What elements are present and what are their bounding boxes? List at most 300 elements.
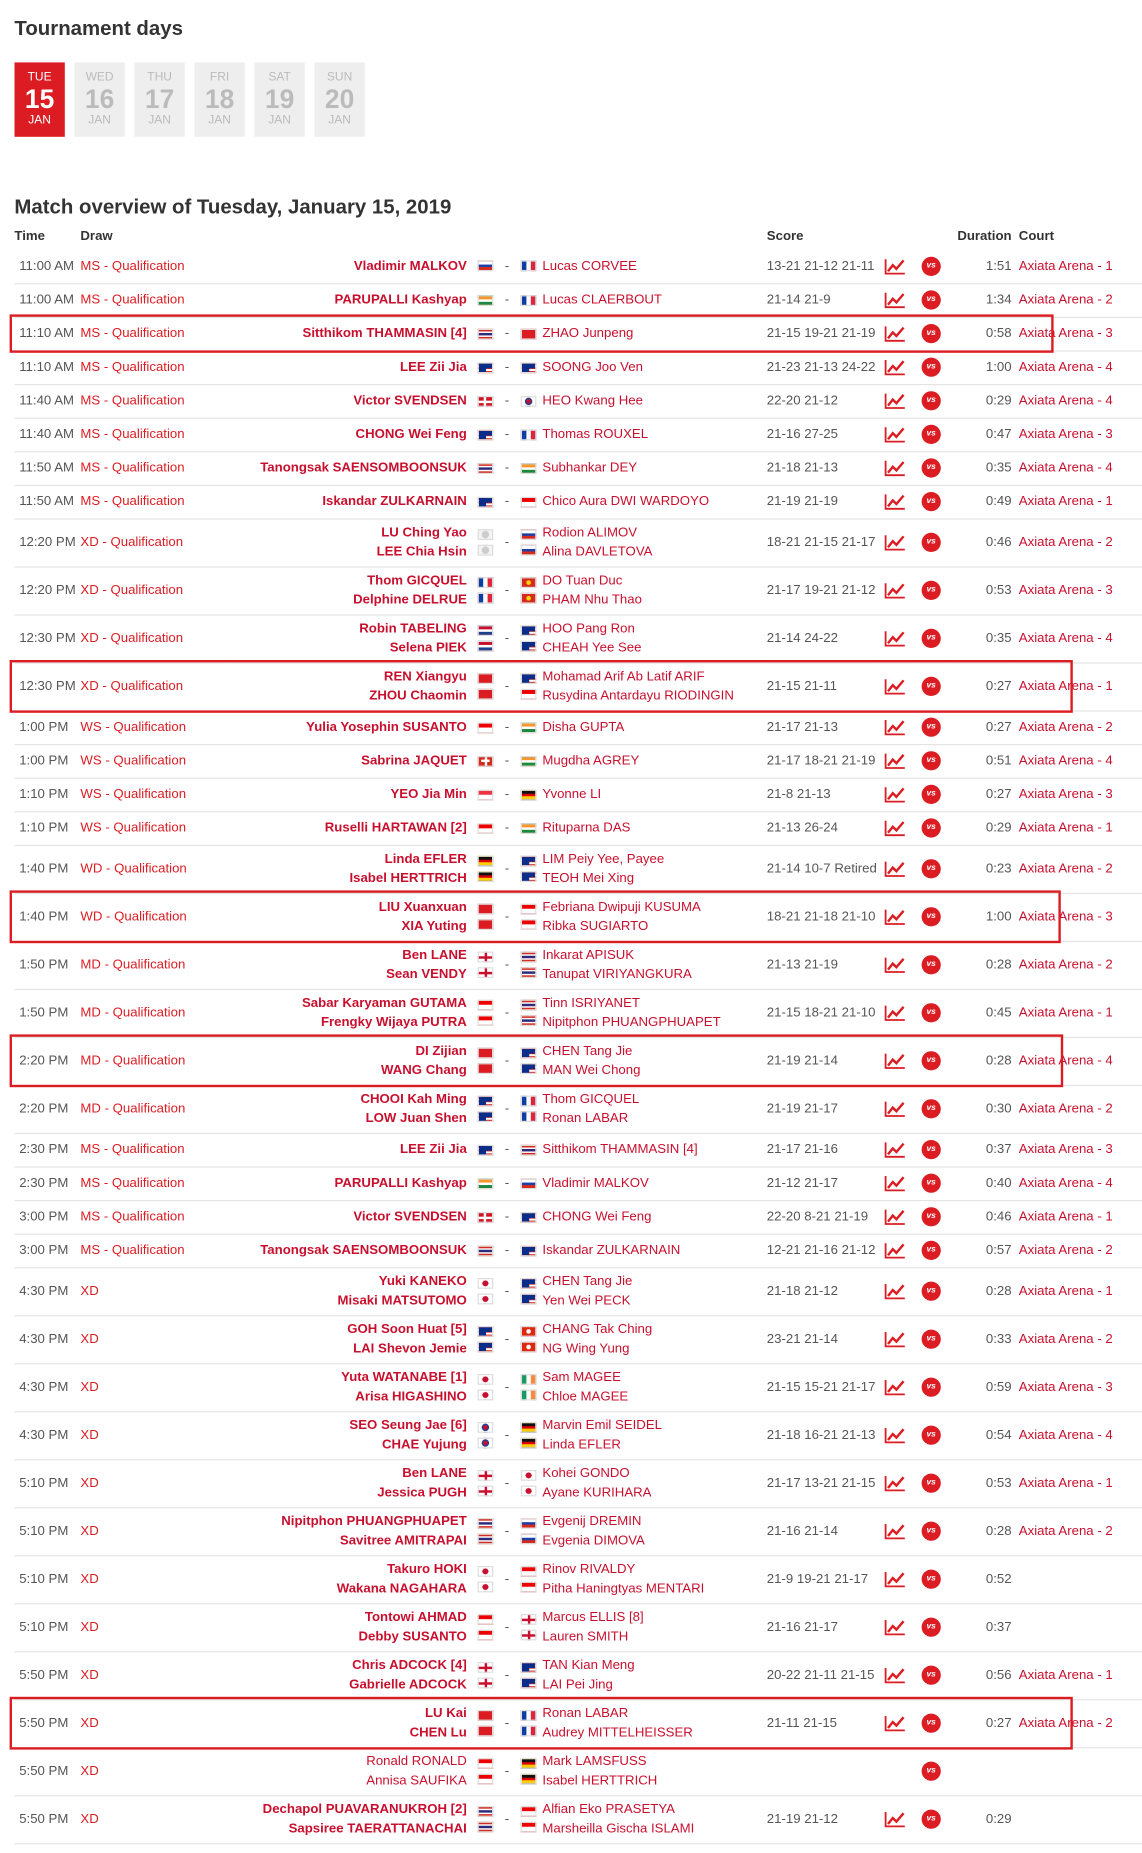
player-link[interactable]: LU Kai [424, 1706, 467, 1721]
player-link[interactable]: Dechapol PUAVARANUKROH [2] [262, 1802, 467, 1817]
player-link[interactable]: CHONG Wei Feng [355, 427, 467, 442]
player-link[interactable]: LAI Shevon Jemie [353, 1341, 467, 1356]
vs-icon[interactable]: vs [922, 581, 941, 600]
vs-icon[interactable]: vs [922, 1570, 941, 1589]
match-draw-link[interactable]: XD [80, 1603, 224, 1651]
match-court[interactable]: Axiata Arena - 3 [1015, 893, 1142, 941]
match-court[interactable]: Axiata Arena - 2 [1015, 1699, 1142, 1747]
vs-icon[interactable]: vs [922, 1003, 941, 1022]
match-draw-link[interactable]: MD - Qualification [80, 1037, 224, 1085]
player-link[interactable]: Isabel HERTTRICH [542, 1773, 658, 1789]
player-link[interactable]: Robin TABELING [359, 621, 467, 636]
stats-chart-icon[interactable] [884, 493, 906, 510]
player-link[interactable]: YEO Jia Min [390, 787, 467, 802]
player-link[interactable]: REN Xiangyu [383, 669, 467, 684]
player-link[interactable]: Subhankar DEY [542, 460, 638, 476]
player-link[interactable]: PARUPALLI Kashyap [334, 1176, 467, 1191]
stats-chart-icon[interactable] [884, 534, 906, 551]
match-court[interactable]: Axiata Arena - 1 [1015, 662, 1142, 710]
day-button-17[interactable] [134, 62, 184, 136]
vs-icon[interactable]: vs [922, 257, 941, 276]
player-link[interactable]: Debby SUSANTO [358, 1629, 467, 1645]
player-link[interactable]: Thom GICQUEL [367, 573, 467, 588]
player-link[interactable]: Alfian Eko PRASETYA [542, 1802, 675, 1817]
stats-chart-icon[interactable] [884, 1667, 906, 1684]
match-draw-link[interactable]: MS - Qualification [80, 1234, 224, 1268]
match-court[interactable]: Axiata Arena - 2 [1015, 1315, 1142, 1363]
team1 [224, 778, 471, 812]
match-court[interactable]: Axiata Arena - 2 [1015, 518, 1142, 566]
player-link[interactable]: Ben LANE [402, 948, 467, 963]
stats-chart-icon[interactable] [884, 956, 906, 973]
player-link[interactable]: Ronan LABAR [542, 1706, 629, 1721]
flag-icon [521, 1518, 537, 1529]
player-link[interactable]: TEOH Mei Xing [542, 871, 635, 886]
player-link[interactable]: NG Wing Yung [542, 1341, 630, 1356]
player-link[interactable]: Mohamad Arif Ab Latif ARIF [542, 669, 705, 684]
stats-chart-icon[interactable] [884, 719, 906, 736]
match-draw-link[interactable]: MS - Qualification [80, 485, 224, 519]
match-court[interactable]: Axiata Arena - 4 [1015, 1166, 1142, 1200]
player-link[interactable]: Marvin Emil SEIDEL [542, 1418, 662, 1433]
stats-chart-icon[interactable] [884, 582, 906, 599]
stats-chart-icon[interactable] [884, 786, 906, 803]
day-button-19[interactable] [254, 62, 304, 136]
player-link[interactable]: Lucas CLAERBOUT [542, 292, 662, 308]
player-link[interactable]: Rinov RIVALDY [542, 1562, 636, 1577]
player-link[interactable]: Ayane KURIHARA [542, 1485, 652, 1500]
player-link[interactable]: Linda EFLER [384, 852, 467, 867]
player-link[interactable]: LIM Peiy Yee, Payee [542, 852, 665, 867]
match-court[interactable]: Axiata Arena - 2 [1015, 710, 1142, 744]
player-link[interactable]: LEE Zii Jia [400, 360, 467, 375]
match-court[interactable] [1015, 1747, 1142, 1795]
player-link[interactable]: Vladimir MALKOV [542, 1176, 649, 1191]
player-link[interactable]: Thomas ROUXEL [542, 427, 649, 442]
vs-icon[interactable]: vs [922, 1282, 941, 1301]
player-link[interactable]: Sam MAGEE [542, 1370, 621, 1385]
player-link[interactable]: Sabar Karyaman GUTAMA [301, 996, 467, 1011]
match-draw-link[interactable]: MS - Qualification [80, 1200, 224, 1234]
player-link[interactable]: Rituparna DAS [542, 820, 631, 836]
stats-chart-icon[interactable] [884, 1475, 906, 1492]
match-draw-link[interactable]: WS - Qualification [80, 778, 224, 812]
flag-icon [521, 1806, 537, 1817]
team2-flags [515, 614, 543, 662]
day-button-15[interactable] [14, 62, 64, 136]
stats-chart-icon[interactable] [884, 460, 906, 477]
vs-icon[interactable]: vs [922, 785, 941, 804]
player-link[interactable]: ZHAO Junpeng [542, 326, 634, 341]
match-draw-link[interactable]: XD [80, 1411, 224, 1459]
match-court[interactable]: Axiata Arena - 1 [1015, 1459, 1142, 1507]
team2 [542, 566, 766, 614]
match-draw-link[interactable]: XD [80, 1795, 224, 1843]
player-link[interactable]: Febriana Dwipuji KUSUMA [542, 900, 701, 915]
match-court[interactable]: Axiata Arena - 2 [1015, 1234, 1142, 1268]
player-link[interactable]: Marcus ELLIS [8] [542, 1610, 644, 1625]
player-link[interactable]: SOONG Joo Ven [542, 360, 643, 375]
vs-icon[interactable]: vs [922, 1330, 941, 1349]
match-draw-link[interactable]: WS - Qualification [80, 811, 224, 845]
match-draw-link[interactable]: XD [80, 1315, 224, 1363]
vs-icon[interactable]: vs [922, 818, 941, 837]
match-court[interactable]: Axiata Arena - 1 [1015, 1651, 1142, 1699]
player-link[interactable]: Yuki KANEKO [378, 1274, 467, 1289]
vs-icon[interactable]: vs [922, 425, 941, 444]
match-time: 12:20 PM [14, 566, 80, 614]
vs-icon[interactable]: vs [922, 1522, 941, 1541]
match-draw-link[interactable]: XD - Qualification [80, 614, 224, 662]
player-link[interactable]: Sabrina JAQUET [361, 753, 467, 768]
match-draw-link[interactable]: XD [80, 1507, 224, 1555]
player-link[interactable]: Mugdha AGREY [542, 753, 640, 768]
player-link[interactable]: DI Zijian [415, 1044, 467, 1059]
vs-icon[interactable]: vs [922, 907, 941, 926]
day-month: JAN [328, 114, 351, 128]
vs-icon[interactable]: vs [922, 1474, 941, 1493]
stats-chart-icon[interactable] [884, 908, 906, 925]
player-link[interactable]: Victor SVENDSEN [353, 1209, 467, 1224]
player-link[interactable]: Alina DAVLETOVA [542, 544, 653, 560]
player-link[interactable]: CHEN Tang Jie [542, 1274, 633, 1289]
flag-icon [521, 952, 537, 963]
player-link[interactable]: Jessica PUGH [377, 1485, 467, 1500]
day-button-16[interactable] [74, 62, 124, 136]
stats-chart-icon[interactable] [884, 1100, 906, 1117]
player-link[interactable]: Evgenia DIMOVA [542, 1533, 645, 1549]
player-link[interactable]: HOO Pang Ron [542, 621, 635, 636]
match-draw-link[interactable]: WS - Qualification [80, 744, 224, 778]
match-court[interactable]: Axiata Arena - 1 [1015, 1200, 1142, 1234]
player-link[interactable]: Savitree AMITRAPAI [339, 1533, 467, 1549]
stats-chart-icon[interactable] [884, 1242, 906, 1259]
player-link[interactable]: MAN Wei Chong [542, 1063, 641, 1078]
match-court[interactable]: Axiata Arena - 1 [1015, 1267, 1142, 1315]
vs-icon[interactable]: vs [922, 751, 941, 770]
player-link[interactable]: Iskandar ZULKARNAIN [542, 1243, 681, 1258]
stats-chart-icon[interactable] [884, 325, 906, 342]
player-link[interactable]: Ribka SUGIARTO [542, 919, 649, 934]
player-link[interactable]: CHEAH Yee See [542, 640, 642, 656]
stats-chart-icon[interactable] [884, 258, 906, 275]
match-court[interactable]: Axiata Arena - 4 [1015, 350, 1142, 384]
vs-icon[interactable]: vs [922, 1174, 941, 1193]
match-draw-link[interactable]: MS - Qualification [80, 384, 224, 418]
player-link[interactable]: Ruselli HARTAWAN [2] [324, 820, 467, 836]
vs-icon[interactable]: vs [922, 458, 941, 477]
player-link[interactable]: Chloe MAGEE [542, 1389, 629, 1404]
match-draw-link[interactable]: XD [80, 1363, 224, 1411]
match-court[interactable]: Axiata Arena - 4 [1015, 451, 1142, 485]
player-link[interactable]: LU Ching Yao [381, 525, 467, 540]
match-court[interactable]: Axiata Arena - 1 [1015, 250, 1142, 284]
match-draw-link[interactable]: MS - Qualification [80, 1166, 224, 1200]
player-link[interactable]: Yen Wei PECK [542, 1293, 631, 1308]
player-link[interactable]: Disha GUPTA [542, 720, 625, 735]
vs-icon[interactable]: vs [922, 1618, 941, 1637]
match-court[interactable]: Axiata Arena - 3 [1015, 566, 1142, 614]
match-draw-link[interactable]: XD [80, 1651, 224, 1699]
vs-icon[interactable]: vs [922, 492, 941, 511]
stats-chart-icon[interactable] [884, 752, 906, 769]
vs-icon[interactable]: vs [922, 1140, 941, 1159]
player-link[interactable]: Inkarat APISUK [542, 948, 635, 963]
vs-icon[interactable]: vs [922, 533, 941, 552]
player-link[interactable]: Chris ADCOCK [4] [352, 1658, 467, 1673]
match-court[interactable] [1015, 1555, 1142, 1603]
match-court[interactable] [1015, 1603, 1142, 1651]
vs-icon[interactable]: vs [922, 358, 941, 377]
player-link[interactable]: Yulia Yosephin SUSANTO [306, 720, 467, 735]
separator: - [499, 1603, 515, 1651]
match-draw-link[interactable]: MS - Qualification [80, 283, 224, 317]
day-button-20[interactable] [314, 62, 364, 136]
player-link[interactable]: Evgenij DREMIN [542, 1514, 642, 1529]
player-link[interactable]: Ben LANE [402, 1466, 467, 1481]
match-score: 21-16 21-17 [767, 1603, 877, 1651]
player-link[interactable]: LIU Xuanxuan [378, 900, 467, 915]
player-link[interactable]: DO Tuan Duc [542, 573, 623, 588]
player-link[interactable]: Sitthikom THAMMASIN [4] [542, 1142, 698, 1157]
player-link[interactable]: CHAE Yujung [381, 1437, 467, 1452]
player-link[interactable]: Sapsiree TAERATTANACHAI [288, 1821, 467, 1837]
player-link[interactable]: LEE Zii Jia [400, 1142, 467, 1157]
match-draw-link[interactable]: XD [80, 1747, 224, 1795]
player-link[interactable]: Nipitphon PHUANGPHUAPET [542, 1015, 721, 1030]
match-court[interactable]: Axiata Arena - 2 [1015, 283, 1142, 317]
match-court[interactable] [1015, 1795, 1142, 1843]
match-court[interactable]: Axiata Arena - 3 [1015, 1133, 1142, 1167]
stats-chart-icon[interactable] [884, 678, 906, 695]
table-row [14, 1037, 1142, 1085]
player-link[interactable]: Tinn ISRIYANET [542, 996, 640, 1011]
match-court[interactable]: Axiata Arena - 4 [1015, 1037, 1142, 1085]
match-draw-link[interactable]: XD [80, 1555, 224, 1603]
match-draw-link[interactable]: MD - Qualification [80, 1085, 224, 1133]
player-link[interactable]: ZHOU Chaomin [369, 688, 467, 704]
day-button-18[interactable] [194, 62, 244, 136]
player-link[interactable]: Vladimir MALKOV [353, 258, 467, 274]
team2-flags [515, 989, 543, 1037]
player-link[interactable]: Mark LAMSFUSS [542, 1754, 647, 1769]
player-link[interactable]: Victor SVENDSEN [353, 393, 467, 409]
player-link[interactable]: LOW Juan Shen [365, 1111, 467, 1126]
match-court[interactable]: Axiata Arena - 3 [1015, 418, 1142, 452]
player-link[interactable]: Yvonne LI [542, 787, 602, 802]
player-link[interactable]: Audrey MITTELHEISSER [542, 1725, 693, 1741]
match-court[interactable]: Axiata Arena - 2 [1015, 941, 1142, 989]
player-link[interactable]: Rodion ALIMOV [542, 525, 638, 540]
player-link[interactable]: Gabrielle ADCOCK [349, 1677, 467, 1693]
vs-icon[interactable]: vs [922, 1099, 941, 1118]
match-draw-link[interactable]: XD - Qualification [80, 662, 224, 710]
vs-icon[interactable]: vs [922, 1426, 941, 1445]
match-draw-link[interactable]: MS - Qualification [80, 451, 224, 485]
stats-cell [877, 283, 913, 317]
match-draw-link[interactable]: MD - Qualification [80, 989, 224, 1037]
player-link[interactable]: Annisa SAUFIKA [366, 1773, 467, 1789]
team1 [224, 1747, 471, 1795]
match-draw-link[interactable]: XD [80, 1699, 224, 1747]
vs-icon[interactable]: vs [922, 1378, 941, 1397]
player-link[interactable]: XIA Yuting [401, 919, 467, 934]
vs-icon[interactable]: vs [922, 718, 941, 737]
player-link[interactable]: Chico Aura DWI WARDOYO [542, 494, 710, 509]
stats-chart-icon[interactable] [884, 860, 906, 877]
flag-icon [521, 1000, 537, 1011]
player-link[interactable]: Thom GICQUEL [542, 1092, 640, 1107]
match-time: 5:10 PM [14, 1507, 80, 1555]
stats-chart-icon[interactable] [884, 1619, 906, 1636]
match-draw-link[interactable]: XD [80, 1459, 224, 1507]
vs-icon[interactable]: vs [922, 955, 941, 974]
player-link[interactable]: SEO Seung Jae [6] [349, 1418, 467, 1433]
stats-chart-icon[interactable] [884, 1004, 906, 1021]
match-court[interactable]: Axiata Arena - 4 [1015, 384, 1142, 418]
player-link[interactable]: Delphine DELRUE [353, 592, 467, 608]
match-court[interactable]: Axiata Arena - 2 [1015, 1085, 1142, 1133]
match-draw-link[interactable]: WS - Qualification [80, 710, 224, 744]
player-link[interactable]: Sean VENDY [386, 967, 467, 982]
match-court[interactable]: Axiata Arena - 3 [1015, 317, 1142, 351]
flag-icon [521, 1278, 537, 1289]
player-link[interactable]: Tanupat VIRIYANGKURA [542, 967, 692, 982]
vs-icon[interactable]: vs [922, 1762, 941, 1781]
match-draw-link[interactable]: XD [80, 1267, 224, 1315]
match-court[interactable]: Axiata Arena - 3 [1015, 1363, 1142, 1411]
player-link[interactable]: HEO Kwang Hee [542, 393, 643, 409]
vs-icon[interactable]: vs [922, 1207, 941, 1226]
player-link[interactable]: Tanongsak SAENSOMBOONSUK [260, 1243, 467, 1258]
stats-chart-icon[interactable] [884, 1283, 906, 1300]
stats-chart-icon[interactable] [884, 1715, 906, 1732]
stats-chart-icon[interactable] [884, 292, 906, 309]
stats-chart-icon[interactable] [884, 1379, 906, 1396]
player-link[interactable]: Sitthikom THAMMASIN [4] [302, 326, 467, 341]
player-link[interactable]: Wakana NAGAHARA [336, 1581, 467, 1597]
stats-chart-icon[interactable] [884, 1331, 906, 1348]
player-link[interactable]: Linda EFLER [542, 1437, 621, 1452]
match-draw-link[interactable]: WD - Qualification [80, 893, 224, 941]
player-link[interactable]: Pitha Haningtyas MENTARI [542, 1581, 705, 1597]
vs-icon[interactable]: vs [922, 629, 941, 648]
match-draw-link[interactable]: MS - Qualification [80, 1133, 224, 1167]
player-link[interactable]: CHANG Tak Ching [542, 1322, 653, 1337]
match-court[interactable]: Axiata Arena - 1 [1015, 989, 1142, 1037]
player-link[interactable]: Lauren SMITH [542, 1629, 629, 1645]
player-link[interactable]: Tontowi AHMAD [364, 1610, 467, 1625]
player-link[interactable]: LEE Chia Hsin [376, 544, 467, 560]
player-link[interactable]: PHAM Nhu Thao [542, 592, 642, 608]
player-link[interactable]: Tanongsak SAENSOMBOONSUK [260, 460, 467, 476]
vs-icon[interactable]: vs [922, 677, 941, 696]
match-draw-link[interactable]: MS - Qualification [80, 317, 224, 351]
match-court[interactable]: Axiata Arena - 1 [1015, 811, 1142, 845]
stats-chart-icon[interactable] [884, 1811, 906, 1828]
stats-chart-icon[interactable] [884, 1141, 906, 1158]
match-draw-link[interactable]: WD - Qualification [80, 845, 224, 893]
match-court[interactable]: Axiata Arena - 2 [1015, 845, 1142, 893]
match-court[interactable]: Axiata Arena - 3 [1015, 778, 1142, 812]
player-link[interactable]: Rusydina Antardayu RIODINGIN [542, 688, 734, 704]
stats-chart-icon[interactable] [884, 1427, 906, 1444]
team1 [224, 1200, 471, 1234]
player-link[interactable]: Iskandar ZULKARNAIN [322, 494, 467, 509]
player-link[interactable]: CHEN Tang Jie [542, 1044, 633, 1059]
flag-icon [521, 1063, 537, 1074]
player-link[interactable]: Takuro HOKI [387, 1562, 467, 1577]
player-link[interactable]: Frengky Wijaya PUTRA [320, 1015, 467, 1030]
vs-icon[interactable]: vs [922, 1051, 941, 1070]
match-draw-link[interactable]: MS - Qualification [80, 250, 224, 284]
player-link[interactable]: GOH Soon Huat [5] [347, 1322, 467, 1337]
player-link[interactable]: Misaki MATSUTOMO [337, 1293, 467, 1308]
flag-icon [478, 1725, 494, 1736]
player-link[interactable]: Kohei GONDO [542, 1466, 630, 1481]
stats-chart-icon[interactable] [884, 630, 906, 647]
vs-icon[interactable]: vs [922, 290, 941, 309]
player-link[interactable]: Nipitphon PHUANGPHUAPET [281, 1514, 467, 1529]
player-link[interactable]: Arisa HIGASHINO [355, 1389, 467, 1404]
vs-icon[interactable]: vs [922, 859, 941, 878]
vs-icon[interactable]: vs [922, 324, 941, 343]
player-link[interactable]: Yuta WATANABE [1] [341, 1370, 467, 1385]
player-link[interactable]: PARUPALLI Kashyap [334, 292, 467, 308]
stats-chart-icon[interactable] [884, 1523, 906, 1540]
match-draw-link[interactable]: XD - Qualification [80, 566, 224, 614]
player-link[interactable]: LAI Pei Jing [542, 1677, 613, 1693]
stats-chart-icon[interactable] [884, 1052, 906, 1069]
match-draw-link[interactable]: MS - Qualification [80, 418, 224, 452]
flag-icon [521, 823, 537, 834]
player-link[interactable]: TAN Kian Meng [542, 1658, 635, 1673]
player-link[interactable]: CHONG Wei Feng [542, 1209, 652, 1224]
match-court[interactable]: Axiata Arena - 2 [1015, 1507, 1142, 1555]
stats-chart-icon[interactable] [884, 426, 906, 443]
match-score: 21-14 24-22 [767, 614, 877, 662]
vs-icon[interactable]: vs [922, 1714, 941, 1733]
stats-chart-icon[interactable] [884, 1175, 906, 1192]
player-link[interactable]: CHOOI Kah Ming [360, 1092, 467, 1107]
match-court[interactable]: Axiata Arena - 4 [1015, 1411, 1142, 1459]
day-name: SUN [326, 70, 353, 84]
player-link[interactable]: WANG Chang [381, 1063, 467, 1078]
match-draw-link[interactable]: XD - Qualification [80, 518, 224, 566]
player-link[interactable]: Ronald RONALD [366, 1754, 467, 1769]
match-draw-link[interactable]: MS - Qualification [80, 350, 224, 384]
stats-chart-icon[interactable] [884, 392, 906, 409]
player-link[interactable]: Isabel HERTTRICH [349, 871, 467, 886]
player-link[interactable]: Ronan LABAR [542, 1111, 629, 1126]
player-link[interactable]: Marsheilla Gischa ISLAMI [542, 1821, 695, 1837]
match-court[interactable]: Axiata Arena - 4 [1015, 614, 1142, 662]
match-draw-link[interactable]: MD - Qualification [80, 941, 224, 989]
stats-chart-icon[interactable] [884, 1571, 906, 1588]
stats-chart-icon[interactable] [884, 359, 906, 376]
match-court[interactable]: Axiata Arena - 4 [1015, 744, 1142, 778]
stats-chart-icon[interactable] [884, 820, 906, 837]
vs-icon[interactable]: vs [922, 391, 941, 410]
vs-icon[interactable]: vs [922, 1666, 941, 1685]
player-link[interactable]: Lucas CORVEE [542, 258, 637, 274]
vs-icon[interactable]: vs [922, 1810, 941, 1829]
match-court[interactable]: Axiata Arena - 1 [1015, 485, 1142, 519]
stats-chart-icon[interactable] [884, 1208, 906, 1225]
player-link[interactable]: Selena PIEK [389, 640, 467, 656]
player-link[interactable]: CHEN Lu [409, 1725, 467, 1741]
vs-icon[interactable]: vs [922, 1241, 941, 1260]
